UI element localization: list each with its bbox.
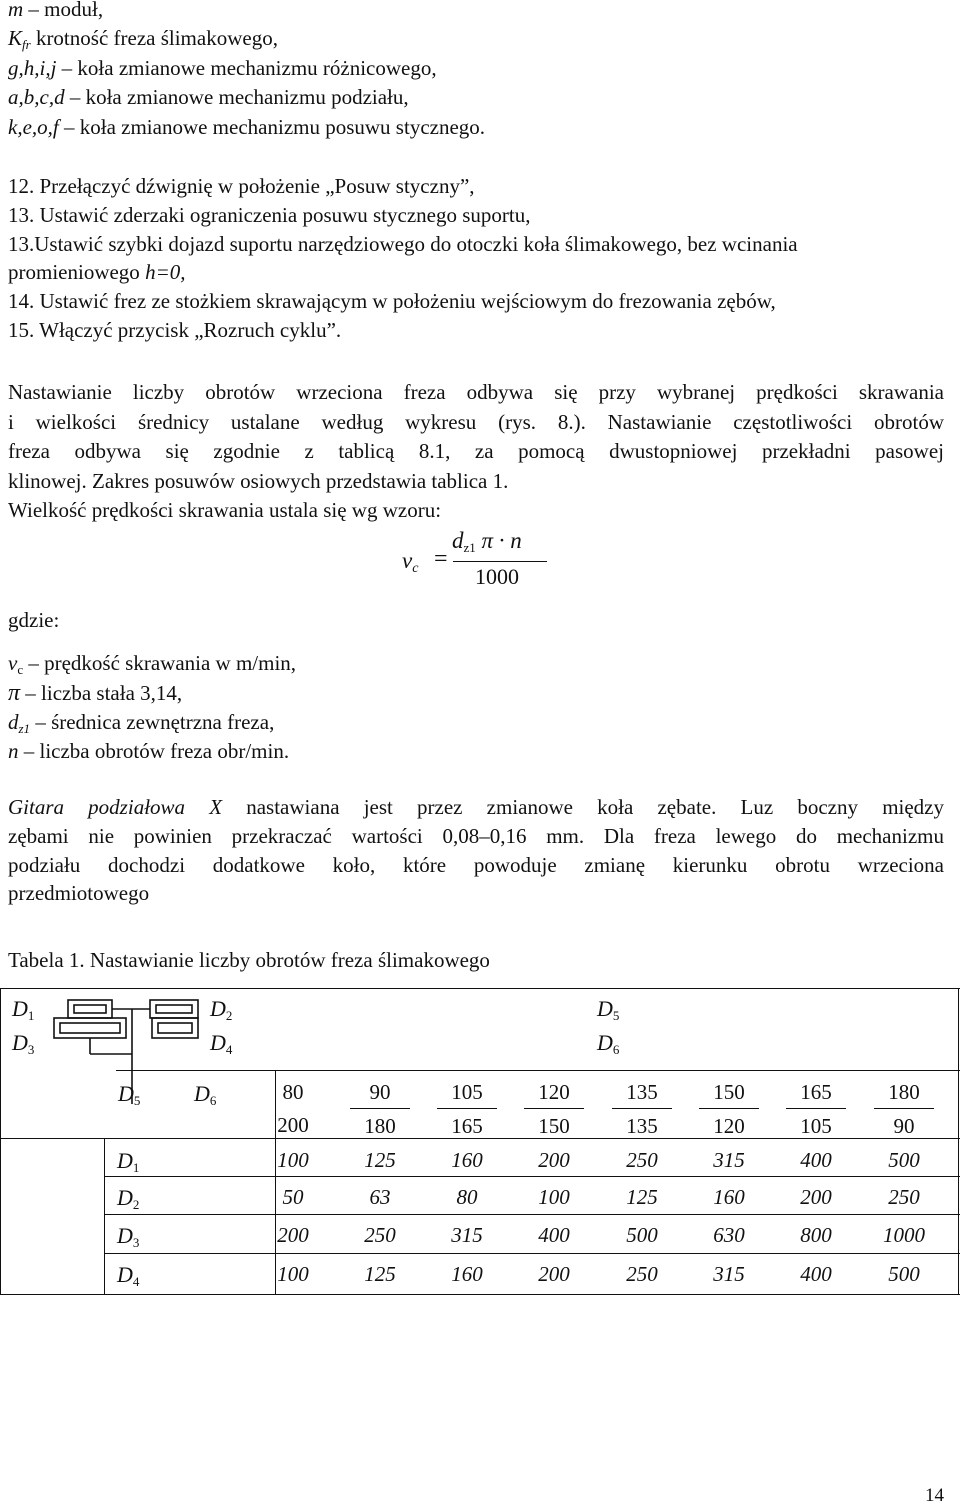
step-13b-line2: promieniowego h=0, [8, 260, 186, 284]
ratio-label-d5: $D_5$ [118, 1081, 141, 1108]
table-cell: 400 [800, 1148, 832, 1172]
ratio-denominator: 120 [713, 1114, 745, 1138]
legend-line: $K_{fr}$ krotność freza ślimakowego, [8, 26, 278, 52]
step-12: 12. Przełączyć dźwignię w położenie „Posuw styczny”, [8, 174, 475, 198]
paragraph-line: Nastawianie liczby obrotów wrzeciona freza odbywa się przy wybranej prędkości skrawania [8, 380, 944, 404]
table-cell: 200 [277, 1223, 309, 1247]
table-cell: 160 [451, 1148, 483, 1172]
legend-line: a,b,c,d – koła zmianowe mechanizmu podziału, [8, 85, 409, 109]
definition-n: n – liczba obrotów freza obr/min. [8, 739, 290, 763]
ratio-fraction [437, 1080, 497, 1139]
table-cell: 80 [456, 1185, 478, 1209]
row-label-d1: $D_1$ [117, 1148, 140, 1175]
ratio-fraction [612, 1080, 672, 1139]
table-cell: 315 [713, 1148, 745, 1172]
paragraph-line: freza odbywa się zgodnie z tablicą 8.1, za pomocą dwustopniowej przekładni pasowej [8, 439, 944, 463]
row-label-d2: $D_2$ [117, 1185, 140, 1212]
table-cell: 100 [277, 1262, 309, 1286]
header-d6: $D_6$ [597, 1030, 620, 1057]
header-d5: $D_5$ [597, 996, 620, 1023]
table-cell: 315 [713, 1262, 745, 1286]
ratio-numerator: 150 [699, 1080, 759, 1109]
table-cell: 160 [451, 1262, 483, 1286]
ratio-numerator: 180 [874, 1080, 934, 1109]
ratio-fraction [524, 1080, 584, 1139]
header-d1: $D_1$ [12, 996, 35, 1023]
row-label-d3: $D_3$ [117, 1223, 140, 1250]
table-cell: 125 [364, 1262, 396, 1286]
legend-line: k,e,o,f – koła zmianowe mechanizmu posuwu stycznego. [8, 115, 486, 139]
table-cell: 400 [538, 1223, 570, 1247]
step-13a: 13. Ustawić zderzaki ograniczenia posuwu stycznego suportu, [8, 203, 531, 227]
table-cell: 63 [369, 1185, 391, 1209]
table-cell: 100 [277, 1148, 309, 1172]
paragraph-line: Gitara podziałowa X nastawiana jest przez zmianowe koła zębate. Luz boczny między [8, 795, 944, 819]
table-cell: 1000 [883, 1223, 925, 1247]
table-cell: 200 [538, 1262, 570, 1286]
table-cell: 800 [800, 1223, 832, 1247]
ratio-numerator: 105 [437, 1080, 497, 1109]
definition-pi: π – liczba stała 3,14, [8, 680, 183, 706]
page-number: 14 [925, 1485, 944, 1506]
table-cell: 200 [538, 1148, 570, 1172]
table-cell: 315 [451, 1223, 483, 1247]
ratio-numerator: 90 [350, 1080, 410, 1109]
table-cell: 630 [713, 1223, 745, 1247]
table-cell: 125 [626, 1185, 658, 1209]
table-cell: 100 [538, 1185, 570, 1209]
ratio-numerator: 165 [786, 1080, 846, 1109]
ratio-denominator: 180 [364, 1114, 396, 1138]
paragraph-line: klinowej. Zakres posuwów osiowych przedstawia tablica 1. [8, 469, 509, 493]
ratio-fraction [699, 1080, 759, 1139]
paragraph-line: zębami nie powinien przekraczać wartości 0,08–0,16 mm. Dla freza lewego do mechanizmu [8, 824, 944, 848]
speed-table [0, 988, 960, 1298]
table-cell: 250 [626, 1262, 658, 1286]
table-caption: Tabela 1. Nastawianie liczby obrotów freza ślimakowego [8, 948, 490, 972]
table-cell: 400 [800, 1262, 832, 1286]
ratio-numerator: 120 [524, 1080, 584, 1109]
step-13b-line1: 13.Ustawić szybki dojazd suportu narzędziowego do otoczki koła ślimakowego, bez wcinania [8, 232, 798, 256]
legend-line: g,h,i,j – koła zmianowe mechanizmu różnicowego, [8, 56, 437, 80]
definition-vc: $v_c$ – prędkość skrawania w m/min, [8, 651, 297, 677]
legend-line: m – moduł, [8, 0, 104, 21]
table-cell: 250 [888, 1185, 920, 1209]
paragraph-line: i wielkości średnicy ustalane według wykresu (rys. 8.). Nastawianie częstotliwości obrotów [8, 410, 944, 434]
ratio-fraction [786, 1080, 846, 1139]
formula-intro: Wielkość prędkości skrawania ustala się wg wzoru: [8, 498, 442, 522]
paragraph-line: przedmiotowego [8, 881, 150, 905]
header-d2: $D_2$ [210, 996, 233, 1023]
ratio-fraction [874, 1080, 934, 1139]
ratio-numerator: 135 [612, 1080, 672, 1109]
header-d4: $D_4$ [210, 1030, 233, 1057]
step-15: 15. Włączyć przycisk „Rozruch cyklu”. [8, 318, 342, 342]
ratio-denominator: 165 [451, 1114, 483, 1138]
ratio-fraction [263, 1080, 323, 1138]
ratio-label-d6: $D_6$ [194, 1081, 217, 1108]
table-cell: 500 [626, 1223, 658, 1247]
step-14: 14. Ustawić frez ze stożkiem skrawającym w położeniu wejściowym do frezowania zębów, [8, 289, 776, 313]
gdzie-label: gdzie: [8, 608, 60, 632]
table-cell: 160 [713, 1185, 745, 1209]
ratio-fraction [350, 1080, 410, 1139]
table-cell: 250 [626, 1148, 658, 1172]
table-cell: 200 [800, 1185, 832, 1209]
ratio-denominator: 105 [800, 1114, 832, 1138]
table-cell: 50 [282, 1185, 304, 1209]
table-cell: 500 [888, 1148, 920, 1172]
table-cell: 125 [364, 1148, 396, 1172]
ratio-denominator: 135 [626, 1114, 658, 1138]
paragraph-line: podziału dochodzi dodatkowe koło, które powoduje zmianę kierunku obrotu wrzeciona [8, 853, 944, 877]
ratio-denominator: 200 [277, 1113, 309, 1137]
header-d3: $D_3$ [12, 1030, 35, 1057]
table-cell: 250 [364, 1223, 396, 1247]
ratio-denominator: 150 [538, 1114, 570, 1138]
row-label-d4: $D_4$ [117, 1262, 140, 1289]
ratio-denominator: 90 [893, 1114, 915, 1138]
definition-dz1: $d_{z1}$ – średnica zewnętrzna freza, [8, 710, 275, 736]
ratio-numerator: 80 [282, 1080, 304, 1104]
table-cell: 500 [888, 1262, 920, 1286]
